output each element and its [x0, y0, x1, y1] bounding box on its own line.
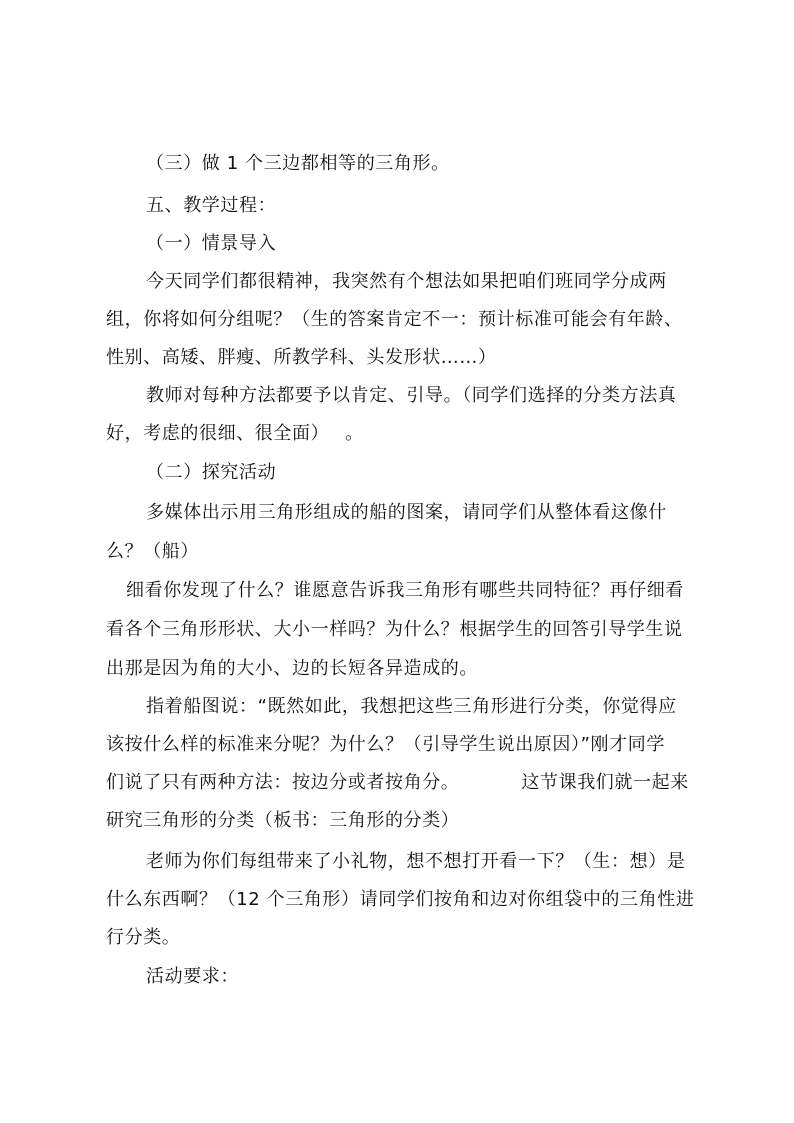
objective-3: （三）做 1 个三边都相等的三角形。	[146, 153, 450, 174]
paragraph-line: 性别、高矮、胖瘦、所教学科、头发形状……）	[106, 347, 497, 368]
paragraph-line	[106, 772, 689, 794]
paragraph-line: 指着船图说：“既然如此，我想把这些三角形进行分类，你觉得应	[146, 696, 677, 717]
paragraph-line: 么？（船）	[106, 541, 199, 562]
subsection-heading: （二）探究活动	[146, 462, 277, 483]
paragraph-segment: 这节课我们就一起来	[521, 772, 689, 793]
paragraph-line: 今天同学们都很精神，我突然有个想法如果把咱们班同学分成两	[146, 271, 667, 292]
paragraph-line: 教师对每种方法都要予以肯定、引导。（同学们选择的分类方法真	[146, 385, 677, 406]
paragraph-line: 细看你发现了什么？谁愿意告诉我三角形有哪些共同特征？再仔细看	[126, 580, 684, 601]
paragraph-line: 该按什么样的标准来分呢？为什么？（引导学生说出原因）”刚才同学	[106, 734, 665, 755]
paragraph-line: 组，你将如何分组呢？（生的答案肯定不一：预计标准可能会有年龄、	[106, 309, 683, 330]
paragraph-line: 研究三角形的分类（板书：三角形的分类）	[106, 810, 460, 831]
paragraph-line: 多媒体出示用三角形组成的船的图案，请同学们从整体看这像什	[146, 502, 667, 523]
paragraph-line: 老师为你们每组带来了小礼物，想不想打开看一下？（生：想）是	[146, 851, 686, 872]
paragraph-line: 好，考虑的很细、很全面） 。	[106, 423, 364, 444]
section-heading: 五、教学过程：	[146, 195, 277, 216]
subsection-heading: （一）情景导入	[146, 233, 277, 254]
paragraph-line: 看各个三角形形状、大小一样吗？为什么？根据学生的回答引导学生说	[106, 619, 683, 640]
activity-requirements-heading: 活动要求：	[146, 966, 239, 987]
paragraph-segment: 们说了只有两种方法：按边分或者按角分。	[106, 772, 460, 793]
paragraph-line: 行分类。	[106, 927, 181, 948]
paragraph-line: 什么东西啊？（12 个三角形）请同学们按角和边对你组袋中的三角性进	[106, 889, 695, 910]
paragraph-line: 出那是因为角的大小、边的长短各异造成的。	[106, 658, 478, 679]
